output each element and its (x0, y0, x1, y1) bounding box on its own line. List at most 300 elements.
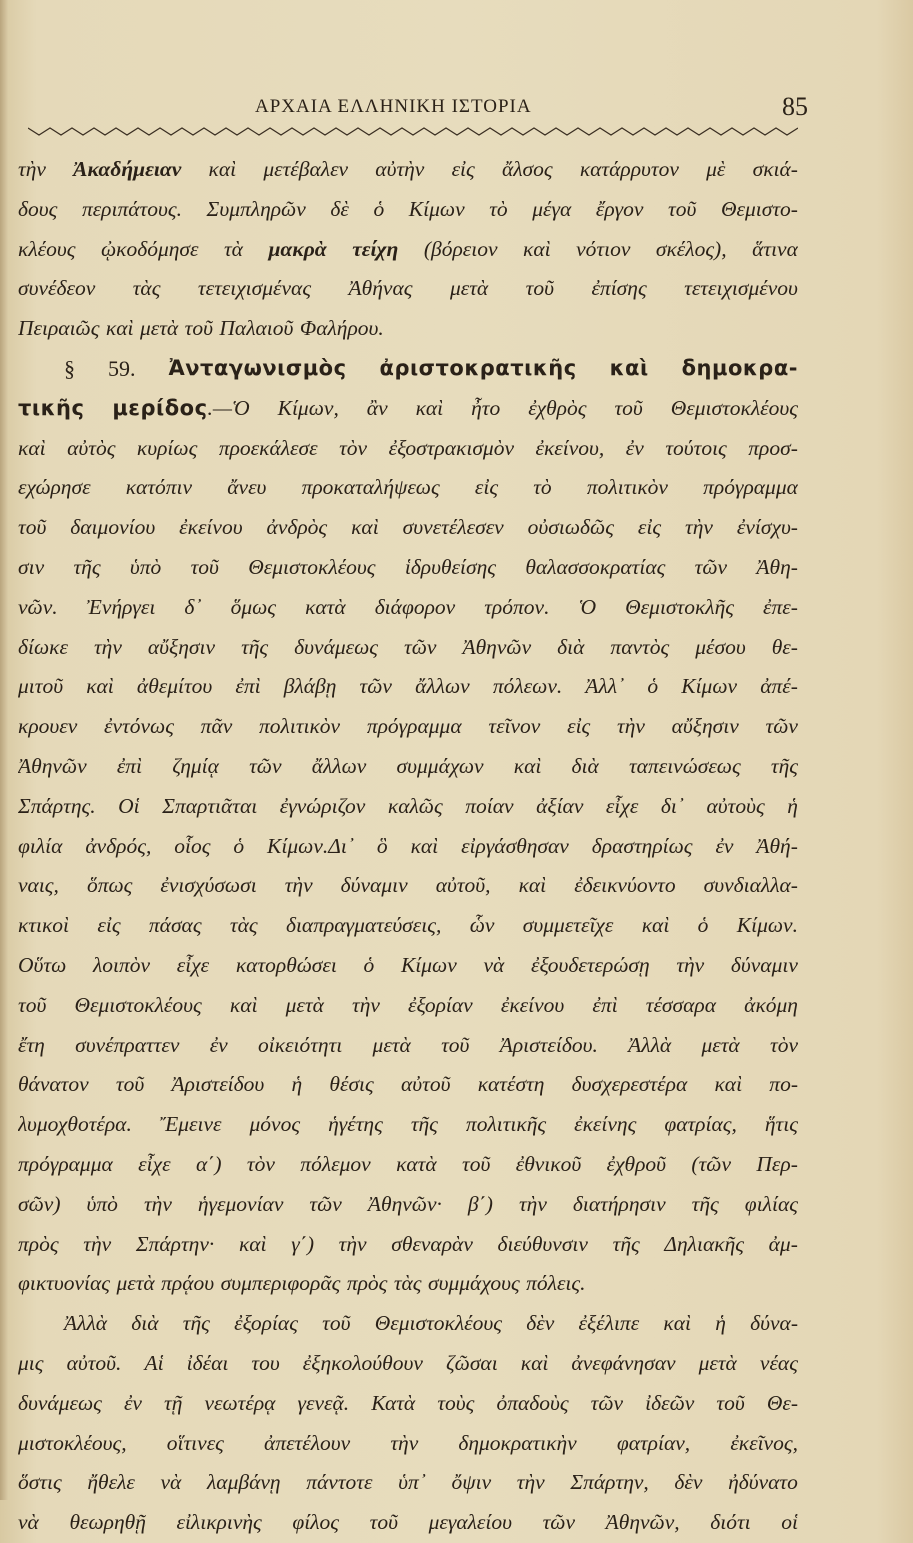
text-word (250, 1105, 301, 1145)
text-word (701, 1026, 739, 1066)
text-run: (τῶν (691, 1151, 731, 1176)
text-word (18, 389, 84, 429)
text-word (176, 1503, 261, 1543)
text-word (398, 1463, 426, 1503)
text-line (18, 1145, 798, 1185)
text-line (18, 827, 798, 867)
text-line (18, 1384, 798, 1424)
text-run: δίωκε (18, 634, 68, 659)
text-word (401, 1065, 450, 1105)
text-run: συμμάχων (396, 753, 484, 778)
text-run: μέσου (695, 634, 746, 659)
text-word (465, 787, 513, 827)
text-run: εἶχε (176, 952, 210, 977)
text-word (745, 1185, 798, 1225)
text-run: αὐτοῦ, (435, 873, 491, 898)
text-word (83, 1225, 111, 1265)
text-run: ὅστις (18, 1470, 62, 1495)
text-word (284, 667, 337, 707)
text-run: Κίμων, (277, 395, 339, 420)
text-line (18, 747, 798, 787)
text-word (394, 1264, 422, 1304)
text-run: τοῦ (462, 1151, 491, 1176)
text-word (264, 1424, 350, 1464)
text-run: ἐν (715, 833, 734, 858)
text-word (104, 707, 174, 747)
text-run: Ἀθηνῶν, (605, 1510, 680, 1535)
page-number: 85 (782, 92, 808, 121)
text-line (18, 707, 798, 747)
text-word (501, 986, 564, 1026)
text-run: τοῦ (115, 1072, 145, 1097)
text-run: καὶ (663, 1311, 691, 1336)
text-word (339, 1225, 367, 1265)
text-run: οἷος (174, 833, 211, 858)
text-run: νὰ (18, 1510, 39, 1535)
text-run: ἐκείνου (179, 515, 243, 540)
text-run: ἀμ- (768, 1231, 798, 1256)
text-word (172, 747, 219, 787)
text-word (628, 1026, 671, 1066)
text-run: τῆς (691, 1191, 719, 1216)
text-word (144, 1344, 163, 1384)
text-word (596, 190, 644, 230)
text-word (710, 1503, 750, 1543)
text-word (756, 1145, 797, 1185)
text-run: Κίμων (400, 952, 457, 977)
text-word (210, 1026, 228, 1066)
text-run: Ἀλλ᾽ (585, 674, 625, 699)
text-run: καὶ (86, 674, 114, 699)
text-run: ἡ (291, 1072, 303, 1097)
text-word (681, 667, 737, 707)
text-run: τὴν (676, 952, 705, 977)
text-word (737, 906, 798, 946)
text-run: φατρίας, (664, 1112, 737, 1137)
text-word (367, 707, 462, 747)
text-run: ἐν (625, 435, 644, 460)
text-word (570, 1463, 648, 1503)
text-word (224, 230, 243, 270)
text-word (684, 269, 798, 309)
text-line (18, 1026, 798, 1066)
text-word (580, 150, 679, 190)
text-run: τὴν (518, 1191, 547, 1216)
text-run: προσ- (748, 435, 798, 460)
text-word (493, 667, 562, 707)
text-word (405, 548, 496, 588)
text-word (452, 1463, 492, 1503)
text-run: πᾶν (200, 714, 233, 739)
text-run: Σπάρτης. (18, 793, 96, 818)
text-run: ὑπ᾽ (398, 1470, 426, 1495)
text-run: μις (18, 1350, 44, 1375)
text-run: Περ- (756, 1151, 798, 1176)
text-run: .—Ὁ (207, 395, 250, 420)
text-word (18, 986, 46, 1026)
text-run: θάνατον (18, 1072, 89, 1097)
text-word (574, 866, 675, 906)
text-word (148, 628, 215, 668)
text-word (292, 1065, 303, 1105)
text-run: πόλεων. (492, 674, 563, 699)
text-word (516, 1145, 582, 1185)
text-run: εἰλικρινὴς (176, 1510, 262, 1535)
text-run: τὸν (246, 1151, 275, 1176)
text-run: τῇ (164, 1390, 183, 1415)
text-run: Ἀριστείδου. (499, 1032, 598, 1057)
text-run: ἐπε- (763, 594, 798, 619)
text-run: πόλεμον (300, 1151, 371, 1176)
text-word (617, 1424, 690, 1464)
text-run: ὄψιν (451, 1470, 492, 1495)
text-word (748, 429, 798, 469)
text-run: εἰς (474, 475, 499, 500)
text-word (73, 548, 100, 588)
text-run: ἐδεικνύοντο (574, 873, 676, 898)
text-run: τὸ (533, 475, 552, 500)
text-word (685, 508, 713, 548)
text-word (610, 628, 669, 668)
text-run: Θε- (766, 1390, 798, 1415)
text-run: Κίμων (681, 674, 738, 699)
text-word (377, 827, 388, 867)
binding-edge (0, 0, 8, 1500)
text-run: σθεναρὰν (391, 1231, 473, 1256)
text-word (219, 309, 293, 349)
text-word (268, 230, 326, 270)
text-run: ἦτο (471, 395, 501, 420)
text-word (656, 230, 727, 270)
text-word (429, 1503, 512, 1543)
text-word (525, 548, 665, 588)
text-word (523, 906, 614, 946)
text-word (300, 1145, 370, 1185)
text-run: ἰδέαι (186, 1350, 229, 1375)
text-run: ἐντόνως (104, 714, 174, 739)
text-word (466, 1105, 546, 1145)
text-word (771, 747, 798, 787)
text-run: Θεμιστοκλέους (74, 992, 202, 1017)
text-word (714, 1065, 742, 1105)
text-run: Ὁ (578, 594, 597, 619)
text-run: τέσσαρα (645, 992, 717, 1017)
text-word (160, 866, 256, 906)
text-word (614, 389, 642, 429)
text-word (428, 1264, 520, 1304)
text-run: καὶ (523, 236, 551, 261)
text-run: ἐχθρὸς (528, 395, 587, 420)
text-run: μετὰ (372, 1032, 411, 1057)
text-word (18, 1424, 127, 1464)
text-word (766, 707, 798, 747)
text-run: Ἀλλὰ (64, 1311, 108, 1336)
text-run: συνδιαλλα- (703, 873, 798, 898)
text-run: Σπαρτιᾶται (162, 793, 258, 818)
text-word (291, 1225, 314, 1265)
text-run: ὁ (697, 913, 709, 938)
text-word (69, 1503, 145, 1543)
text-run: ἀξίαν (536, 793, 584, 818)
text-word (704, 866, 798, 906)
text-word (249, 747, 281, 787)
text-word (514, 747, 542, 787)
text-word (528, 389, 586, 429)
text-run: νεωτέρᾳ (204, 1390, 276, 1415)
text-word (484, 588, 549, 628)
text-word (18, 429, 46, 469)
text-word (760, 667, 798, 707)
text-run: καὶ (18, 435, 46, 460)
text-word (93, 946, 150, 986)
text-run: ὁ (233, 833, 245, 858)
text-run: ἄλλων (415, 674, 470, 699)
text-run: εἰς (451, 157, 475, 181)
text-run: τὴν (18, 157, 46, 181)
text-word (137, 667, 212, 707)
text-run: τῶν (694, 554, 728, 579)
text-word (765, 1105, 798, 1145)
text-line (18, 468, 798, 508)
text-run: ἐν (209, 1032, 228, 1057)
text-run: Κίμων.Δι᾽ (267, 833, 354, 858)
text-word (772, 628, 798, 668)
text-run: αὐτοὺς (706, 793, 765, 818)
text-word (645, 1384, 694, 1424)
text-run: παντὸς (610, 634, 670, 659)
text-word (351, 508, 379, 548)
text-word (18, 1026, 45, 1066)
text-run: τὴν (352, 992, 380, 1017)
text-word (241, 628, 268, 668)
text-word (375, 588, 456, 628)
text-word (101, 230, 199, 270)
text-line (18, 866, 798, 906)
text-word (403, 508, 504, 548)
text-word (483, 946, 504, 986)
text-run: ἤθελε (87, 1470, 135, 1495)
text-word (306, 1463, 372, 1503)
text-run: τὴν (617, 714, 645, 739)
text-run: ἀριστοκρατικῆς (379, 355, 577, 380)
text-run: μεγαλείου (428, 1510, 512, 1535)
text-word (64, 349, 75, 389)
text-line (18, 588, 798, 628)
text-run: ἐπὶ (116, 753, 143, 778)
text-line (18, 1105, 798, 1145)
text-word (18, 508, 46, 548)
text-run: προκαταλήψεως (301, 475, 440, 500)
text-word (756, 548, 798, 588)
text-run: μετὰ (698, 1350, 737, 1375)
text-run: καὶ (518, 873, 547, 898)
text-word (131, 1304, 158, 1344)
text-word (149, 906, 202, 946)
text-run: τὴν (516, 1470, 545, 1495)
text-run: λυμοχθοτέρα. (18, 1112, 132, 1137)
text-run: βλάβῃ (283, 674, 337, 699)
text-run: τικῆς (18, 395, 85, 420)
text-word (18, 787, 96, 827)
text-word (164, 1384, 182, 1424)
text-word (375, 150, 424, 190)
text-run: περιπάτους. (81, 196, 182, 221)
text-word (183, 1304, 210, 1344)
text-run: Ἀθήνας (348, 276, 413, 301)
text-word (70, 508, 155, 548)
text-run: Ἀλλὰ (628, 1032, 672, 1057)
text-run: τῶν (765, 714, 798, 739)
text-run: Θεμιστοκλέους (248, 554, 376, 579)
text-word (471, 389, 500, 429)
text-run: Ἀθηνῶν (462, 634, 532, 659)
text-run: ὃ (376, 833, 388, 858)
text-run: νῶν. (18, 594, 58, 619)
text-word (292, 1503, 339, 1543)
text-word (587, 468, 668, 508)
text-run: ἐν (123, 1390, 142, 1415)
text-line (18, 1065, 798, 1105)
text-word (373, 190, 384, 230)
text-run: κατέστη (477, 1072, 545, 1097)
text-word (87, 1463, 134, 1503)
text-run: ἡ (787, 793, 798, 818)
text-word (488, 707, 540, 747)
text-run: τὰς (132, 276, 161, 301)
text-run: καὶ (609, 355, 649, 380)
text-run: σῶν) (18, 1191, 61, 1216)
text-run: διὰ (131, 1311, 159, 1336)
text-run: πόλεις. (526, 1271, 586, 1296)
text-run: ἄλλων (311, 753, 367, 778)
text-run: τὸν (339, 435, 368, 460)
text-run: μόνος (249, 1112, 301, 1137)
text-run: δύνα- (750, 1311, 798, 1336)
text-word (674, 1463, 702, 1503)
text-word (140, 309, 178, 349)
text-word (470, 906, 495, 946)
text-word (664, 1225, 744, 1265)
text-run: κλέους (18, 236, 76, 261)
text-run: φατρίαν, (616, 1430, 691, 1455)
text-run: ζῶσαι (445, 1350, 498, 1375)
text-run: διάφορον (374, 594, 456, 619)
text-run: δραστηρίως (591, 833, 693, 858)
text-line (18, 508, 798, 548)
text-run: διαπραγματεύσεις, (285, 913, 442, 938)
text-run: γενεᾷ. (297, 1390, 350, 1415)
text-run: τοῦ (18, 992, 47, 1017)
text-run: ἐθνικοῦ (515, 1151, 582, 1176)
text-line (18, 1264, 798, 1304)
text-run: 59. (107, 355, 136, 381)
text-run: ζημίᾳ (172, 753, 219, 778)
text-word (528, 508, 614, 548)
text-word (18, 707, 77, 747)
text-run: λαμβάνῃ (206, 1470, 281, 1495)
text-word (436, 866, 491, 906)
text-word (592, 986, 617, 1026)
text-run: τρόπον. (484, 594, 550, 619)
text-word (278, 389, 339, 429)
text-word (116, 1065, 144, 1105)
text-run: Αἱ (144, 1350, 164, 1375)
text-word (18, 827, 62, 867)
text-word (136, 1225, 214, 1265)
text-run: Οὕτω (18, 952, 67, 977)
text-run: μιστοκλέους, (18, 1430, 127, 1455)
text-run: θεωρηθῇ (69, 1510, 146, 1535)
text-word (347, 1264, 388, 1304)
text-run: ἄλσος (501, 157, 553, 181)
text-run: α΄) (195, 1151, 222, 1176)
text-run: μετέβαλεν (263, 157, 349, 181)
text-word (187, 1344, 229, 1384)
text-word (591, 269, 646, 309)
text-word (676, 946, 704, 986)
text-run: διὰ (571, 753, 599, 778)
text-run: Κίμων. (736, 913, 798, 938)
text-run: μερίδος (112, 395, 208, 420)
text-run: φιλίας (744, 1191, 798, 1216)
text-word (322, 1304, 350, 1344)
text-run: οἱ (781, 1510, 798, 1535)
text-run: ἥτις (764, 1112, 798, 1137)
text-word (236, 946, 337, 986)
text-word (263, 150, 348, 190)
text-word (744, 986, 798, 1026)
running-head-title: ΑΡΧΑΙΑ ΕΛΛΗΝΙΚΗ ΙΣΤΟΡΙΑ (255, 96, 532, 117)
text-word (18, 1463, 62, 1503)
text-run: ὁ (647, 674, 659, 699)
text-word (446, 1344, 498, 1384)
text-word (196, 1145, 222, 1185)
text-word (191, 548, 219, 588)
text-word (458, 1424, 576, 1464)
text-word (573, 1185, 666, 1225)
text-run: ἐκεῖνος, (730, 1430, 798, 1455)
text-word (162, 787, 257, 827)
text-word (124, 1384, 142, 1424)
text-run: τὴν (338, 1231, 367, 1256)
text-word (752, 230, 798, 270)
text-run: τῆς (770, 753, 798, 778)
text-word (390, 1424, 418, 1464)
text-word (396, 1145, 437, 1185)
text-word (74, 986, 201, 1026)
text-line (18, 1503, 798, 1543)
text-word (144, 1185, 172, 1225)
text-word (585, 667, 624, 707)
text-word (161, 1463, 182, 1503)
text-word (138, 1145, 170, 1185)
text-word (728, 1463, 798, 1503)
text-word (116, 1264, 154, 1304)
text-word (607, 1145, 666, 1185)
text-word (375, 1304, 502, 1344)
text-run: τείχη (352, 236, 399, 261)
text-run: Θεμιστοκλῆς (625, 594, 734, 619)
text-word (576, 230, 630, 270)
text-run: μετὰ (139, 316, 179, 341)
text-word (591, 1384, 623, 1424)
text-word (18, 628, 68, 668)
text-word (517, 1463, 545, 1503)
text-run: ταπεινώσεως (628, 753, 741, 778)
text-word (468, 1185, 493, 1225)
text-word (475, 468, 498, 508)
text-word (629, 747, 741, 787)
